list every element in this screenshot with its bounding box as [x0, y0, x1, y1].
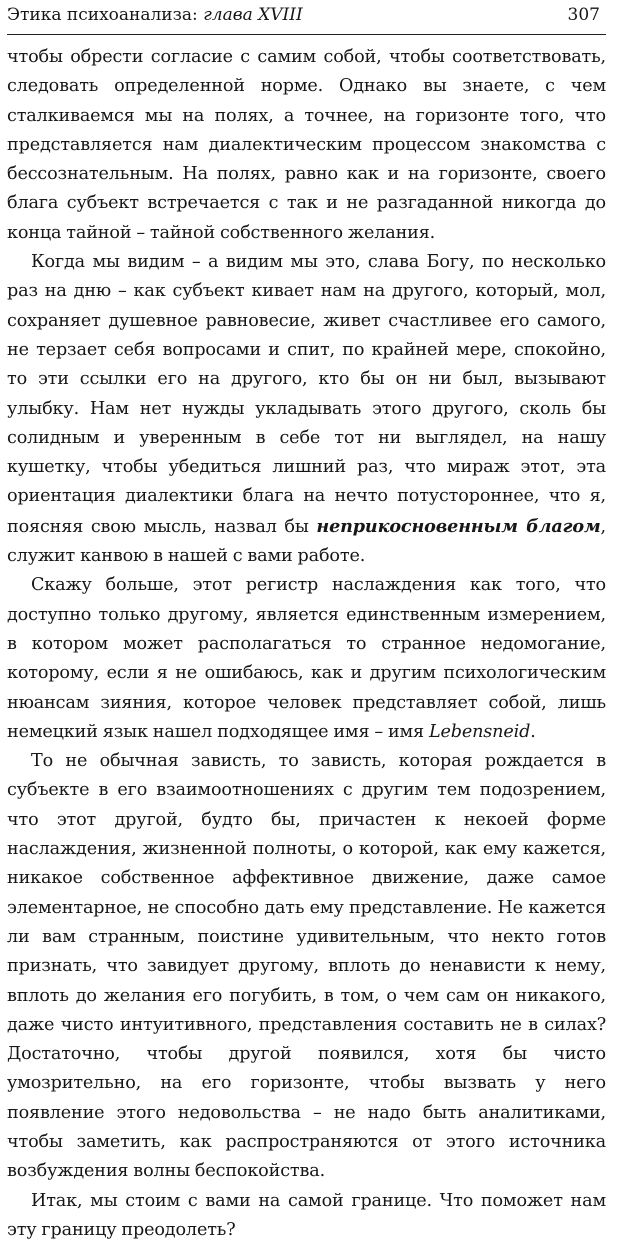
- paragraph: [7, 571, 606, 747]
- page-number: 307: [567, 5, 600, 25]
- paragraph-text: .: [530, 721, 536, 742]
- running-header: [7, 4, 606, 35]
- paragraph-text: Скажу больше, этот регистр наслаждения как того, что доступно только другому, является единственным измерением, в котором может располагаться то странное недомогание, которому, если я не ошибаюсь, как и другим психологическим нюансам зияния, которое человек представляет собой, лишь немецкий язык нашел подходящее имя – имя: [7, 575, 606, 742]
- paragraph: То не обычная зависть, то зависть, которая рождается в субъекте в его взаимоотношениях с другим тем подозрением, что этот другой, будто бы, причастен к некоей форме наслаждения, жизненной полноты, о которой, как ему кажется, никакое собственное аффективное движение, даже самое элементарное, не способно дать ему представление. Не кажется ли вам странным, поистине удивительным, что некто готов признать, что завидует другому, вплоть до ненависти к нему, вплоть до желания его погубить, в том, о чем сам он никакого, даже чисто интуитивного, представления составить не в силах? Достаточно, чтобы другой появился, хотя бы чисто умозрительно, на его горизонте, чтобы вызвать у него появление этого недовольства – не надо быть аналитиками, чтобы заметить, как распространяются от этого источника возбуждения волны беспокойства.: [7, 751, 606, 1182]
- body-text: [7, 43, 606, 1245]
- paragraph-continuation: чтобы обрести согласие с самим собой, чтобы соответствовать, следовать определенной норме. Однако вы знаете, с чем сталкиваемся мы на полях, а точнее, на горизонте того, что представляется нам диалектическим процессом знакомства с бессознательным. На полях, равно как и на горизонте, своего блага субъект встречается с так и не разгаданной никогда до конца тайной – тайной собственного желания.: [7, 47, 606, 243]
- paragraph: [7, 248, 606, 571]
- foreign-term: Lebensneid: [428, 721, 531, 742]
- chapter-label: глава XVIII: [203, 5, 303, 25]
- paragraph: Итак, мы стоим с вами на самой границе. Что поможет нам эту границу преодолеть?: [7, 1190, 606, 1240]
- running-title: [7, 4, 303, 26]
- paragraph-text: Когда мы видим – а видим мы это, слава Богу, по несколько раз на дню – как субъект кивает нам на другого, который, мол, сохраняет душевное равновесие, живет счастливее его самого, не терзает себя вопросами и спит, по крайней мере, спокойно, то эти ссылки его на другого, кто бы он ни был, вызывают улыбку. Нам нет нужды укладывать этого другого, сколь бы солидным и уверенным в себе тот ни выглядел, на нашу кушетку, чтобы убедиться лишний раз, что мираж этот, эта ориентация диалектики блага на нечто потустороннее, что я, поясняя свою мысль, назвал бы: [7, 252, 606, 537]
- paragraph-text: , служит канвою в нашей с вами работе.: [7, 516, 606, 567]
- book-title: Этика психоанализа:: [7, 5, 204, 25]
- emphasized-term: неприкосновенным благом: [316, 515, 601, 537]
